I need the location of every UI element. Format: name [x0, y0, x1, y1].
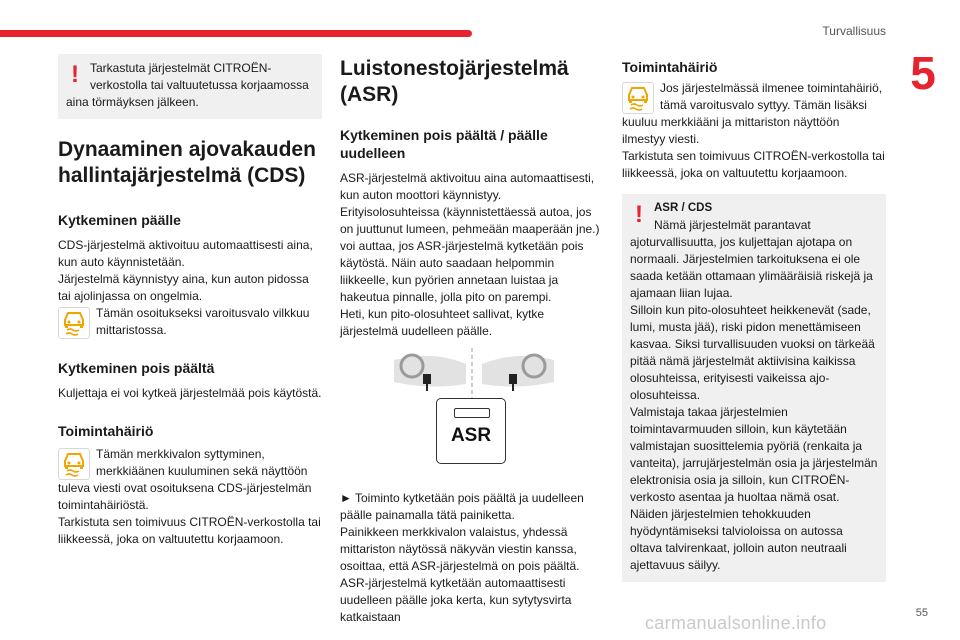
cds-fault-icon-paragraph [58, 446, 322, 514]
cds-fault-text: Tämän merkkivalon syttyminen, merkkiäänen kuuluminen sekä näyttöön tuleva viesti ovat osoituksena CDS-järjestelmän toimintahäiriöstä. [58, 447, 312, 512]
asr-fault-icon-paragraph [622, 80, 886, 148]
asr-button-figure [340, 340, 604, 480]
asr-text-1: ASR-järjestelmä aktivoituu aina automaattisesti, kun auton moottori käynnistyy. [340, 171, 595, 202]
header-red-bar [0, 30, 472, 37]
cds-on-text-2: Järjestelmä käynnistyy aina, kun auton pidossa tai ajolinjassa on ongelmia. [58, 272, 309, 303]
asr-fault-text-2: Tarkistuta sen toimivuus CITROËN-verkostolla tai liikkeessä, joka on valtuutettu korjaamoon. [622, 149, 885, 180]
cds-off-text: Kuljettaja ei voi kytkeä järjestelmää pois käytöstä. [58, 386, 322, 400]
cds-on-heading: Kytkeminen päälle [58, 212, 181, 228]
warning-text-4: Näiden järjestelmien tehokkuuden hyödyntämiseksi talvioloissa on autossa oltava talvirenkaat, jolloin auton neutraali ajettavuus säilyy. [630, 507, 847, 572]
cds-on-icon-text: Tämän osoitukseksi varoitusvalo vilkkuu mittaristossa. [96, 306, 310, 337]
asr-cds-warning-box [622, 194, 886, 582]
asr-fault-text: Jos järjestelmässä ilmenee toimintahäiriö, tämä varoitusvalo syttyy. Tämän lisäksi kuuluu merkkiääni ja mittariston näyttöön ilmestyy viesti. [622, 81, 883, 146]
cds-title: Dynaaminen ajovakauden hallintajärjestelmä (CDS) [58, 138, 316, 187]
asr-text-3: Heti, kun pito-olosuhteet sallivat, kytke järjestelmä uudelleen päälle. [340, 307, 545, 338]
warning-title: ASR / CDS [654, 202, 713, 214]
skid-warning-icon [622, 82, 654, 114]
asr-button-label: ASR [450, 425, 492, 446]
warning-text-2: Silloin kun pito-olosuhteet heikkenevät (sade, lumi, musta jää), riski pidon menettämiseen kasvaa. Siksi turvallisuuden vuoksi on tärkeää pitää nämä järjestelmät aktiivisina kaikissa olosuhteissa, erityisesti vaikeissa ajo-olosuhteissa. [630, 303, 875, 402]
asr-text-4: ► Toiminto kytketään pois päältä ja uudelleen päälle painamalla tätä painiketta. [340, 491, 584, 522]
page-number: 55 [915, 607, 928, 619]
exclamation-icon: ! [635, 201, 643, 228]
skid-warning-icon [58, 307, 90, 339]
section-title: Turvallisuus [822, 24, 886, 38]
column-2 [340, 54, 604, 626]
warning-text-1: Nämä järjestelmät parantavat ajoturvallisuutta, jos kuljettajan ajotapa on normaali. Järjestelmien tarkoituksena ei ole saada ketään ottamaan ylimääräisiä riskejä ja ajamaan liian lujaa. [630, 218, 873, 300]
exclamation-icon: ! [71, 61, 79, 88]
asr-indicator-light [454, 408, 490, 418]
column-1 [58, 54, 322, 548]
asr-text-5: Painikkeen merkkivalon valaistus, yhdessä mittariston näytössä näkyvän viestin kanssa, osoittaa, että ASR-järjestelmä on pois päältä. [340, 525, 580, 573]
asr-text-2: Erityisolosuhteissa (käynnistettäessä autoa, jos on juuttunut lumeen, pehmeään maaperään jne.) voi auttaa, jos ASR-järjestelmä kytketään pois käytöstä. Näin auto saadaan helpommin liikkeelle, kun pyörien annetaan luistaa ja hakeutua pinnalle, jolla pito on parempi. [340, 205, 600, 304]
skid-warning-icon [58, 448, 90, 480]
watermark: carmanualsonline.info [645, 613, 827, 633]
cds-fault-heading: Toimintahäiriö [58, 423, 154, 439]
chapter-number: 5 [910, 47, 936, 99]
warning-box [58, 54, 322, 119]
warning-text: Tarkastuta järjestelmät CITROËN-verkostolla tai valtuutetussa korjaamossa aina törmäyksen jälkeen. [66, 61, 309, 109]
asr-button[interactable] [436, 398, 506, 464]
cds-on-text-1: CDS-järjestelmä aktivoituu automaattisesti aina, kun auto käynnistetään. [58, 238, 313, 269]
steering-wheel-icon [340, 344, 604, 404]
column-3 [622, 54, 886, 582]
asr-fault-heading: Toimintahäiriö [622, 59, 718, 75]
asr-onoff-heading: Kytkeminen pois päältä / päälle uudelleen [340, 127, 548, 161]
warning-text-3: Valmistaja takaa järjestelmien toimintavarmuuden silloin, kun käytetään valmistajan suosittelemia pyöriä (renkaita ja vanteita), jarrujärjestelmän osia ja järjestelmän elektronisia osia ja silloin, kun CITROËN-verkosto asentaa ja huoltaa nämä osat. [630, 405, 878, 504]
asr-text-6: ASR-järjestelmä kytketään automaattisesti uudelleen päälle joka kerta, kun sytytysvirta katkaistaan [340, 576, 572, 624]
cds-fault-text-2: Tarkistuta sen toimivuus CITROËN-verkostolla tai liikkeessä, joka on valtuutettu korjaamoon. [58, 515, 321, 546]
cds-off-heading: Kytkeminen pois päältä [58, 360, 215, 376]
asr-title: Luistonestojärjestelmä (ASR) [340, 57, 569, 106]
cds-on-icon-paragraph [58, 305, 322, 339]
